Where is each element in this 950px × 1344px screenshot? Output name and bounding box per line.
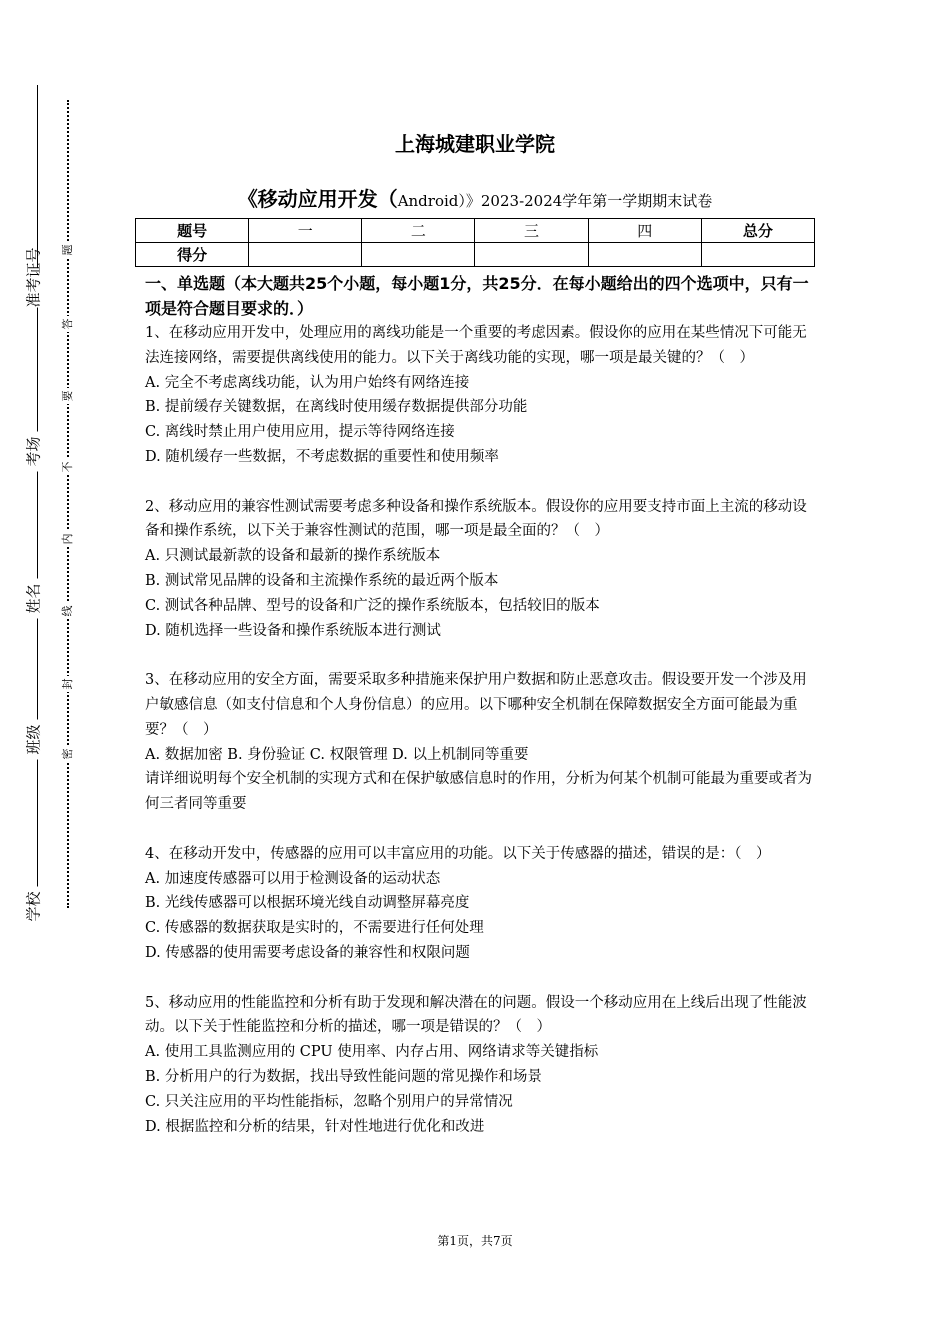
exam-id-label: 准考证号 [24, 247, 43, 308]
seal-char: 内 [62, 531, 74, 547]
question-option: B. 光线传感器可以根据环境光线自动调整屏幕亮度 [145, 895, 470, 912]
seal-char: 密 [62, 746, 74, 762]
question-option: A. 数据加密 B. 身份验证 C. 权限管理 D. 以上机制同等重要 [145, 746, 529, 763]
score-header-cell: 三 [475, 219, 588, 243]
score-table-score-row [136, 243, 815, 267]
exam-title-term: 2023-2024学年第一学期期末试卷 [480, 192, 713, 210]
question-option: C. 只关注应用的平均性能指标，忽略个别用户的异常情况 [145, 1093, 513, 1110]
seal-char: 不 [62, 459, 74, 475]
seal-char: 要 [62, 388, 74, 404]
score-header-cell: 总分 [701, 219, 814, 243]
score-cell [475, 243, 588, 267]
exam-title-platform: Android）》 [397, 192, 481, 210]
question-item [145, 842, 817, 966]
seal-char: 线 [62, 603, 74, 619]
score-header-cell: 四 [588, 219, 701, 243]
question-option: C. 传感器的数据获取是实时的，不需要进行任何处理 [145, 920, 484, 937]
question-stem: 1、在移动应用开发中，处理应用的离线功能是一个重要的考虑因素。假设你的应用在某些情况下可能无法连接网络，需要提供离线使用的能力。以下关于离线功能的实现，哪一项是最关键的？（ ） [145, 325, 807, 366]
question-option: C. 离线时禁止用户使用应用，提示等待网络连接 [145, 424, 455, 441]
school-label: 学校 [27, 887, 42, 927]
school-title: 上海城建职业学院 [395, 132, 555, 156]
score-row-label: 得分 [136, 243, 249, 267]
question-option: B. 测试常见品牌的设备和主流操作系统的最近两个版本 [145, 572, 499, 589]
question-stem: 5、移动应用的性能监控和分析有助于发现和解决潜在的问题。假设一个移动应用在上线后出现了性能波动。以下关于性能监控和分析的描述，哪一项是错误的？（ ） [145, 994, 807, 1036]
score-header-cell: 一 [249, 219, 362, 243]
score-cell [588, 243, 701, 267]
question-option: D. 传感器的使用需要考虑设备的兼容性和权限问题 [145, 944, 470, 961]
question-stem: 3、在移动应用的安全方面，需要采取多种措施来保护用户数据和防止恶意攻击。假设要开发一个涉及用户敏感信息（如支付信息和个人身份信息）的应用。以下哪种安全机制在保障数据安全方面可能最为重要？（ ） [145, 672, 807, 738]
exam-title [0, 183, 950, 212]
class-label: 班级 [27, 720, 42, 760]
question-option: D. 随机缓存一些数据，不考虑数据的重要性和使用频率 [145, 448, 499, 465]
question-option: A. 使用工具监测应用的 CPU 使用率、内存占用、网络请求等关键指标 [145, 1044, 599, 1061]
question-item [145, 991, 817, 1140]
question-stem: 4、在移动开发中，传感器的应用可以丰富应用的功能。以下关于传感器的描述，错误的是：（ ） [145, 845, 771, 862]
question-item [145, 321, 817, 470]
question-option: D. 随机选择一些设备和操作系统版本进行测试 [145, 622, 441, 639]
student-name-label: 姓名 [27, 579, 42, 619]
question-option: D. 根据监控和分析的结果，针对性地进行优化和改进 [145, 1118, 485, 1135]
score-table-header-row [136, 219, 815, 243]
seal-char: 封 [62, 676, 74, 692]
score-cell [362, 243, 475, 267]
score-cell [249, 243, 362, 267]
section-heading: 一、单选题（本大题共25个小题，每小题1分，共25分．在每小题给出的四个选项中，只有一项是符合题目要求的．） [145, 274, 809, 318]
question-option: B. 提前缓存关键数据，在离线时使用缓存数据提供部分功能 [145, 399, 528, 416]
question-option: B. 分析用户的行为数据，找出导致性能问题的常见操作和场景 [145, 1068, 542, 1085]
score-header-cell: 二 [362, 219, 475, 243]
exam-title-course: 《移动应用开发（ [237, 187, 398, 211]
question-stem: 2、移动应用的兼容性测试需要考虑多种设备和操作系统版本。假设你的应用要支持市面上主流的移动设备和操作系统，以下关于兼容性测试的范围，哪一项是最全面的？（ ） [145, 498, 807, 540]
exam-room-label: 考场 [27, 432, 42, 472]
question-list [145, 321, 817, 1164]
question-option: C. 测试各种品牌、型号的设备和广泛的操作系统版本，包括较旧的版本 [145, 597, 600, 614]
seal-char: 答 [62, 316, 74, 332]
question-option: A. 只测试最新款的设备和最新的操作系统版本 [145, 548, 441, 565]
page-number: 第1页，共7页 [437, 1234, 513, 1248]
question-option: A. 加速度传感器可以用于检测设备的运动状态 [145, 870, 441, 887]
score-header-cell: 题号 [136, 219, 249, 243]
question-item [145, 495, 817, 644]
score-table [135, 218, 815, 267]
seal-char: 题 [62, 242, 74, 258]
question-item [145, 668, 817, 817]
seal-dotted-line [67, 100, 69, 908]
score-cell [701, 243, 814, 267]
question-option: A. 完全不考虑离线功能，认为用户始终有网络连接 [145, 374, 470, 391]
question-instruction: 请详细说明每个安全机制的实现方式和在保护敏感信息时的作用，分析为何某个机制可能最为重要或者为何三者同等重要 [145, 771, 812, 813]
